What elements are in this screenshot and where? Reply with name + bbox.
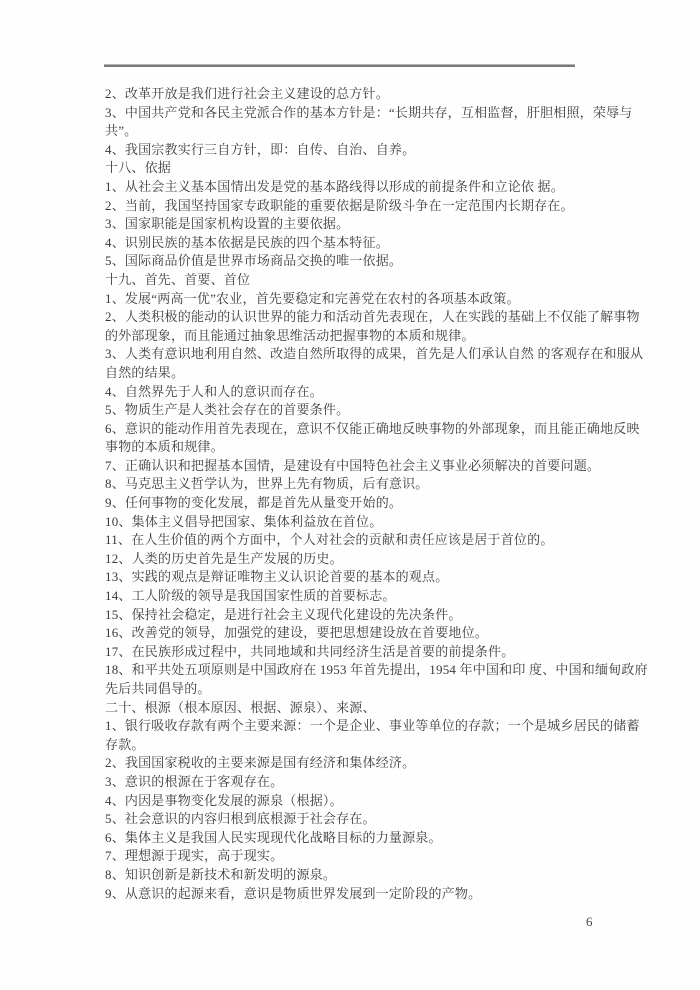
list-item: 2、改革开放是我们进行社会主义建设的总方针。 xyxy=(105,86,389,101)
page-number: 6 xyxy=(586,914,593,929)
list-item: 5、社会意识的内容归根到底根源于社会存在。 xyxy=(105,811,376,827)
section-title-20: 二十、根源（根本原因、根据、源泉）、来源、 xyxy=(105,699,376,715)
list-item: 14、工人阶级的领导是我国国家性质的首要标志。 xyxy=(105,588,396,604)
list-item: 1、银行吸收存款有两个主要来源：一个是企业、事业等单位的存款；一个是城乡居民的储蓄存款。 xyxy=(105,718,640,752)
list-item: 4、自然界先于人和人的意识而存在。 xyxy=(105,383,323,399)
section-title-19: 十九、首先、首要、首位 xyxy=(105,271,251,287)
list-item: 17、在民族形成过程中，共同地域和共同经济生活是首要的前提条件。 xyxy=(105,643,515,659)
list-item: 5、国际商品价值是世界市场商品交换的唯一依据。 xyxy=(105,253,403,269)
list-item: 7、正确认识和把握基本国情，是建设有中国特色社会主义事业必须解决的首要问题。 xyxy=(105,457,601,473)
list-item: 4、我国宗教实行三自方针，即：自传、自治、自养。 xyxy=(105,141,416,157)
section-title-18: 十八、依据 xyxy=(105,160,172,176)
list-item: 5、物质生产是人类社会存在的首要条件。 xyxy=(105,402,350,418)
list-item: 8、知识创新是新技术和新发明的源泉。 xyxy=(105,866,337,882)
list-item: 10、集体主义倡导把国家、集体利益放在首位。 xyxy=(105,513,383,529)
list-item: 16、改善党的领导，加强党的建设，要把思想建设放在首要地位。 xyxy=(105,625,489,641)
list-item: 15、保持社会稳定，是进行社会主义现代化建设的先决条件。 xyxy=(105,606,462,622)
list-item: 4、内因是事物变化发展的源泉（根据）。 xyxy=(105,792,343,808)
list-item: 13、实践的观点是辩证唯物主义认识论首要的基本的观点。 xyxy=(105,569,449,585)
document-content xyxy=(105,85,650,903)
list-item: 2、当前，我国坚持国家专政职能的重要依据是阶级斗争在一定范围内长期存在。 xyxy=(105,197,574,213)
list-item: 3、国家职能是国家机构设置的主要依据。 xyxy=(105,216,350,232)
list-item: 6、集体主义是我国人民实现现代化战略目标的力量源泉。 xyxy=(105,829,442,845)
list-item: 9、从意识的起源来看，意识是物质世界发展到一定阶段的产物。 xyxy=(105,885,482,901)
list-item: 2、我国国家税收的主要来源是国有经济和集体经济。 xyxy=(105,755,416,771)
list-item: 2、人类积极的能动的认识世界的能力和活动首先表现在，人在实践的基础上不仅能了解事物的外部现象，而且能通过抽象思维活动把握事物的本质和规律。 xyxy=(105,309,640,343)
list-item: 12、人类的历史首先是生产发展的历史。 xyxy=(105,550,343,566)
list-item: 9、任何事物的变化发展，都是首先从量变开始的。 xyxy=(105,495,403,511)
list-item: 6、意识的能动作用首先表现在，意识不仅能正确地反映事物的外部现象，而且能正确地反映事物的本质和规律。 xyxy=(105,420,640,455)
list-item: 8、马克思主义哲学认为，世界上先有物质，后有意识。 xyxy=(105,476,429,492)
list-item: 11、在人生价值的两个方面中，个人对社会的贡献和责任应该是居于首位的。 xyxy=(105,532,554,548)
list-item: 4、识别民族的基本依据是民族的四个基本特征。 xyxy=(105,234,389,250)
list-item: 3、中国共产党和各民主党派合作的基本方针是：“长期共存，互相监督，肝胆相照，荣辱与共”。 xyxy=(105,104,633,139)
list-item: 1、从社会主义基本国情出发是党的基本路线得以形成的前提条件和立论依 据。 xyxy=(105,178,564,194)
list-item: 3、意识的根源在于客观存在。 xyxy=(105,773,284,789)
list-item: 18、和平共处五项原则是中国政府在 1953 年首先提出，1954 年中国和印 度、中国和缅甸政府先后共同倡导的。 xyxy=(105,662,648,696)
list-item: 1、发展“两高一优”农业，首先要稳定和完善党在农村的各项基本政策。 xyxy=(105,290,520,306)
header-rule xyxy=(104,64,575,67)
list-item: 3、人类有意识地利用自然、改造自然所取得的成果，首先是人们承认自然 的客观存在和服从自然的结果。 xyxy=(105,346,644,380)
list-item: 7、理想源于现实，高于现实。 xyxy=(105,848,284,864)
